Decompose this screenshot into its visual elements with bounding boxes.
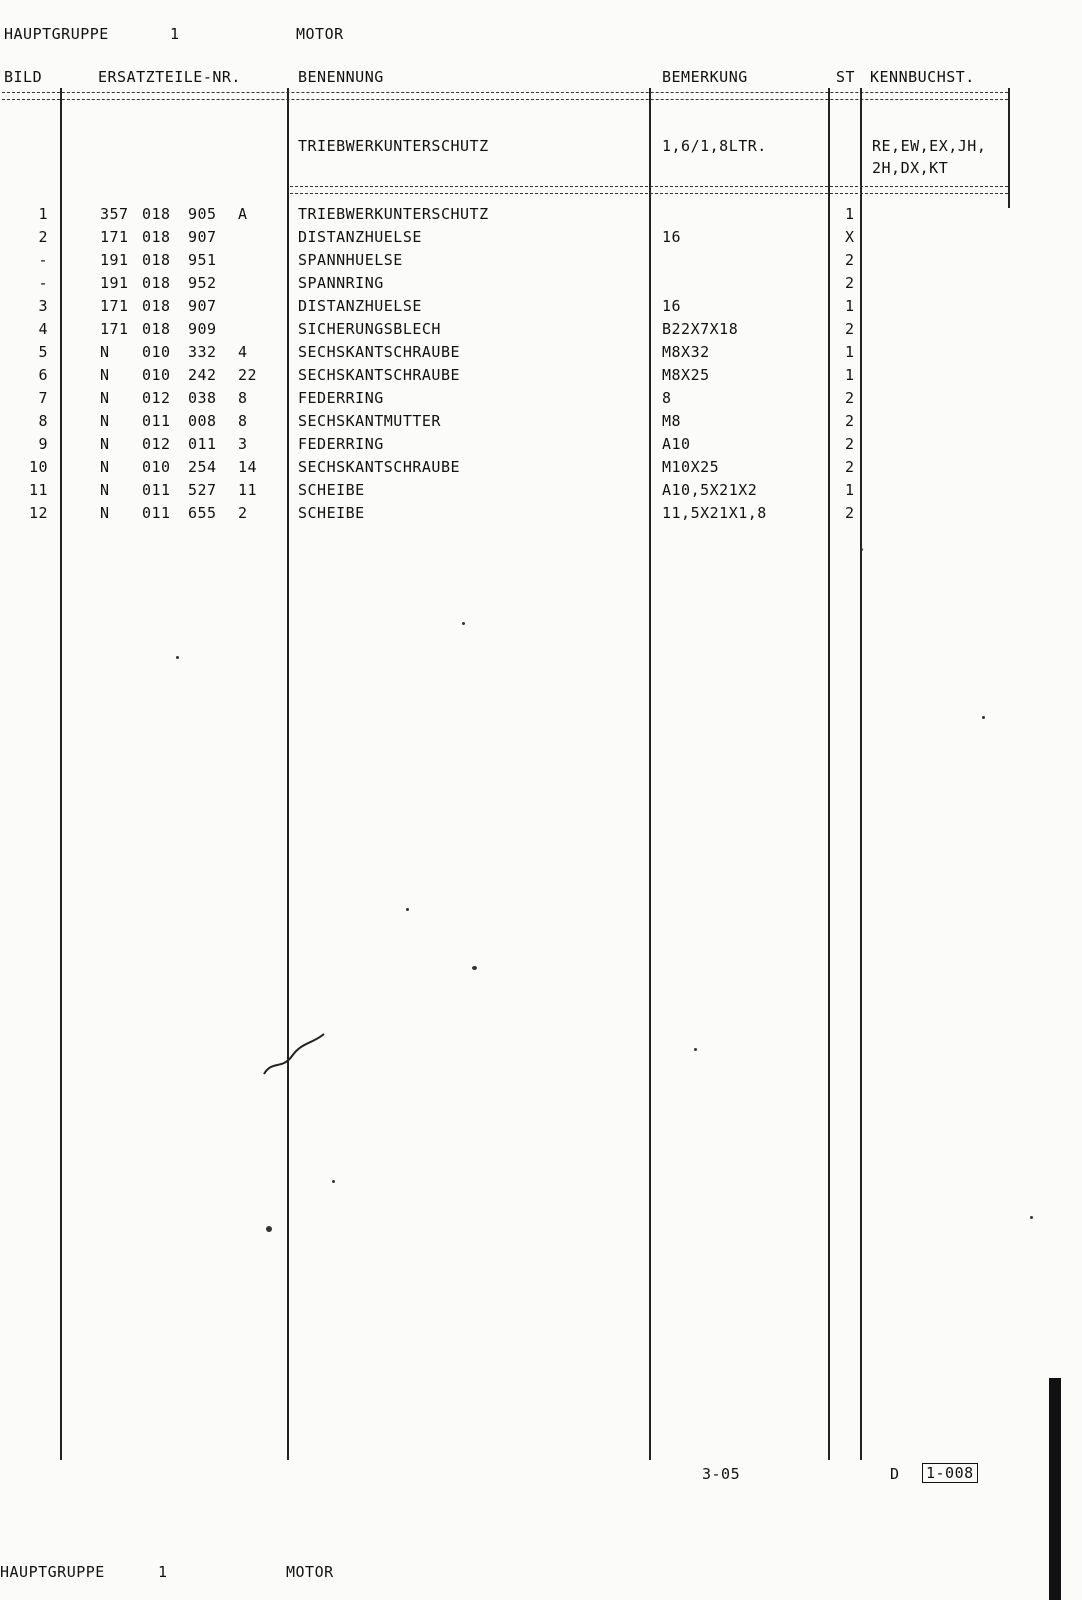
part-suffix: 4: [238, 343, 248, 361]
speck: [472, 966, 477, 970]
footer-date: 3-05: [702, 1465, 741, 1483]
table-row: [0, 342, 1030, 364]
section-rule: [290, 186, 1008, 194]
bild-cell: 12: [28, 504, 48, 522]
table-row: [0, 319, 1030, 341]
bild-cell: 10: [28, 458, 48, 476]
part-name: SICHERUNGSBLECH: [298, 320, 441, 338]
ink-smudge: [262, 1030, 326, 1078]
part-qty: 1: [845, 481, 855, 499]
part-group: 018: [142, 297, 171, 315]
table-row: [0, 204, 1030, 226]
part-group: 018: [142, 205, 171, 223]
col-qty: ST: [836, 68, 856, 86]
speck: [266, 1226, 272, 1232]
table-row: [0, 457, 1030, 479]
table-row: [0, 227, 1030, 249]
part-name: SCHEIBE: [298, 481, 365, 499]
part-prefix: N: [100, 412, 110, 430]
part-name: FEDERRING: [298, 389, 384, 407]
part-remark: M8X25: [662, 366, 710, 384]
part-prefix: 171: [100, 228, 129, 246]
group-number: 1: [170, 25, 180, 43]
part-number: 008: [188, 412, 217, 430]
table-row: [0, 411, 1030, 433]
table-row: [0, 388, 1030, 410]
part-qty: X: [845, 228, 855, 246]
part-group: 018: [142, 320, 171, 338]
speck: [694, 1048, 697, 1051]
part-qty: 2: [845, 274, 855, 292]
part-group: 012: [142, 435, 171, 453]
part-number: 905: [188, 205, 217, 223]
col-part-number: ERSATZTEILE-NR.: [98, 68, 241, 86]
part-suffix: 2: [238, 504, 248, 522]
speck: [332, 1180, 335, 1183]
part-name: FEDERRING: [298, 435, 384, 453]
part-suffix: 11: [238, 481, 258, 499]
bild-cell: 8: [38, 412, 48, 430]
part-prefix: 357: [100, 205, 129, 223]
part-remark: M8X32: [662, 343, 710, 361]
part-remark: A10: [662, 435, 691, 453]
part-prefix: N: [100, 435, 110, 453]
col-codes: KENNBUCHST.: [870, 68, 975, 86]
part-suffix: 8: [238, 389, 248, 407]
part-group: 011: [142, 481, 171, 499]
section-codes-line1: RE,EW,EX,JH,: [872, 137, 987, 155]
part-name: SECHSKANTMUTTER: [298, 412, 441, 430]
table-row: [0, 503, 1030, 525]
part-number: 951: [188, 251, 217, 269]
group-name: MOTOR: [286, 1563, 334, 1581]
bild-cell: 7: [38, 389, 48, 407]
bild-cell: 5: [38, 343, 48, 361]
speck: [406, 908, 409, 911]
bild-cell: 2: [38, 228, 48, 246]
part-name: DISTANZHUELSE: [298, 297, 422, 315]
part-group: 018: [142, 274, 171, 292]
col-divider-right: [1008, 88, 1010, 208]
part-remark: A10,5X21X2: [662, 481, 758, 499]
part-name: SCHEIBE: [298, 504, 365, 522]
part-group: 018: [142, 251, 171, 269]
table-row: [0, 273, 1030, 295]
section-codes-line2: 2H,DX,KT: [872, 159, 949, 177]
part-group: 010: [142, 458, 171, 476]
bild-cell: 3: [38, 297, 48, 315]
part-prefix: 171: [100, 320, 129, 338]
table-row: [0, 365, 1030, 387]
part-qty: 2: [845, 320, 855, 338]
part-qty: 2: [845, 389, 855, 407]
bild-cell: 4: [38, 320, 48, 338]
table-row: [0, 296, 1030, 318]
bild-cell: 9: [38, 435, 48, 453]
part-number: 952: [188, 274, 217, 292]
part-number: 254: [188, 458, 217, 476]
group-name: MOTOR: [296, 25, 344, 43]
part-qty: 1: [845, 343, 855, 361]
part-number: 909: [188, 320, 217, 338]
part-number: 907: [188, 228, 217, 246]
section-name: TRIEBWERKUNTERSCHUTZ: [298, 137, 489, 155]
part-remark: B22X7X18: [662, 320, 739, 338]
part-qty: 2: [845, 412, 855, 430]
part-prefix: N: [100, 458, 110, 476]
part-qty: 2: [845, 435, 855, 453]
col-remark: BEMERKUNG: [662, 68, 748, 86]
table-row: [0, 250, 1030, 272]
part-qty: 2: [845, 458, 855, 476]
part-number: 655: [188, 504, 217, 522]
part-group: 011: [142, 412, 171, 430]
part-group: 010: [142, 366, 171, 384]
footer-lang: D: [890, 1465, 900, 1483]
part-prefix: N: [100, 343, 110, 361]
part-prefix: N: [100, 366, 110, 384]
part-qty: 2: [845, 504, 855, 522]
group-number: 1: [158, 1563, 168, 1581]
part-qty: 1: [845, 366, 855, 384]
page-reference: 1-008: [922, 1463, 978, 1483]
part-remark: 11,5X21X1,8: [662, 504, 767, 522]
part-number: 527: [188, 481, 217, 499]
bild-cell: 1: [38, 205, 48, 223]
part-suffix: A: [238, 205, 248, 223]
speck: [176, 656, 179, 659]
part-suffix: 14: [238, 458, 258, 476]
part-remark: 8: [662, 389, 672, 407]
bild-cell: 6: [38, 366, 48, 384]
part-prefix: N: [100, 481, 110, 499]
part-number: 242: [188, 366, 217, 384]
part-name: TRIEBWERKUNTERSCHUTZ: [298, 205, 489, 223]
speck: [1030, 1216, 1033, 1219]
part-group: 018: [142, 228, 171, 246]
part-number: 332: [188, 343, 217, 361]
part-name: SECHSKANTSCHRAUBE: [298, 458, 461, 476]
scan-edge-bar: [1049, 1378, 1061, 1600]
part-remark: M8: [662, 412, 682, 430]
part-qty: 1: [845, 205, 855, 223]
col-bild: BILD: [4, 68, 43, 86]
section-remark: 1,6/1,8LTR.: [662, 137, 767, 155]
part-number: 038: [188, 389, 217, 407]
part-remark: 16: [662, 297, 682, 315]
group-label: HAUPTGRUPPE: [4, 25, 109, 43]
part-name: SPANNHUELSE: [298, 251, 403, 269]
part-name: SECHSKANTSCHRAUBE: [298, 343, 461, 361]
part-name: DISTANZHUELSE: [298, 228, 422, 246]
part-remark: 16: [662, 228, 682, 246]
part-suffix: 22: [238, 366, 258, 384]
part-group: 010: [142, 343, 171, 361]
bild-cell: -: [38, 251, 48, 269]
part-group: 012: [142, 389, 171, 407]
part-group: 011: [142, 504, 171, 522]
part-name: SECHSKANTSCHRAUBE: [298, 366, 461, 384]
part-suffix: 8: [238, 412, 248, 430]
header-rule: [2, 92, 1008, 100]
col-name: BENENNUNG: [298, 68, 384, 86]
part-prefix: 191: [100, 251, 129, 269]
table-row: [0, 480, 1030, 502]
bild-cell: 11: [28, 481, 48, 499]
speck: [462, 622, 465, 625]
part-remark: M10X25: [662, 458, 720, 476]
group-label: HAUPTGRUPPE: [0, 1563, 105, 1581]
bild-cell: -: [38, 274, 48, 292]
part-qty: 2: [845, 251, 855, 269]
part-qty: 1: [845, 297, 855, 315]
part-prefix: N: [100, 504, 110, 522]
speck: [860, 548, 863, 551]
part-name: SPANNRING: [298, 274, 384, 292]
part-prefix: N: [100, 389, 110, 407]
part-prefix: 191: [100, 274, 129, 292]
part-number: 907: [188, 297, 217, 315]
part-suffix: 3: [238, 435, 248, 453]
part-number: 011: [188, 435, 217, 453]
table-row: [0, 434, 1030, 456]
speck: [982, 716, 985, 719]
part-prefix: 171: [100, 297, 129, 315]
